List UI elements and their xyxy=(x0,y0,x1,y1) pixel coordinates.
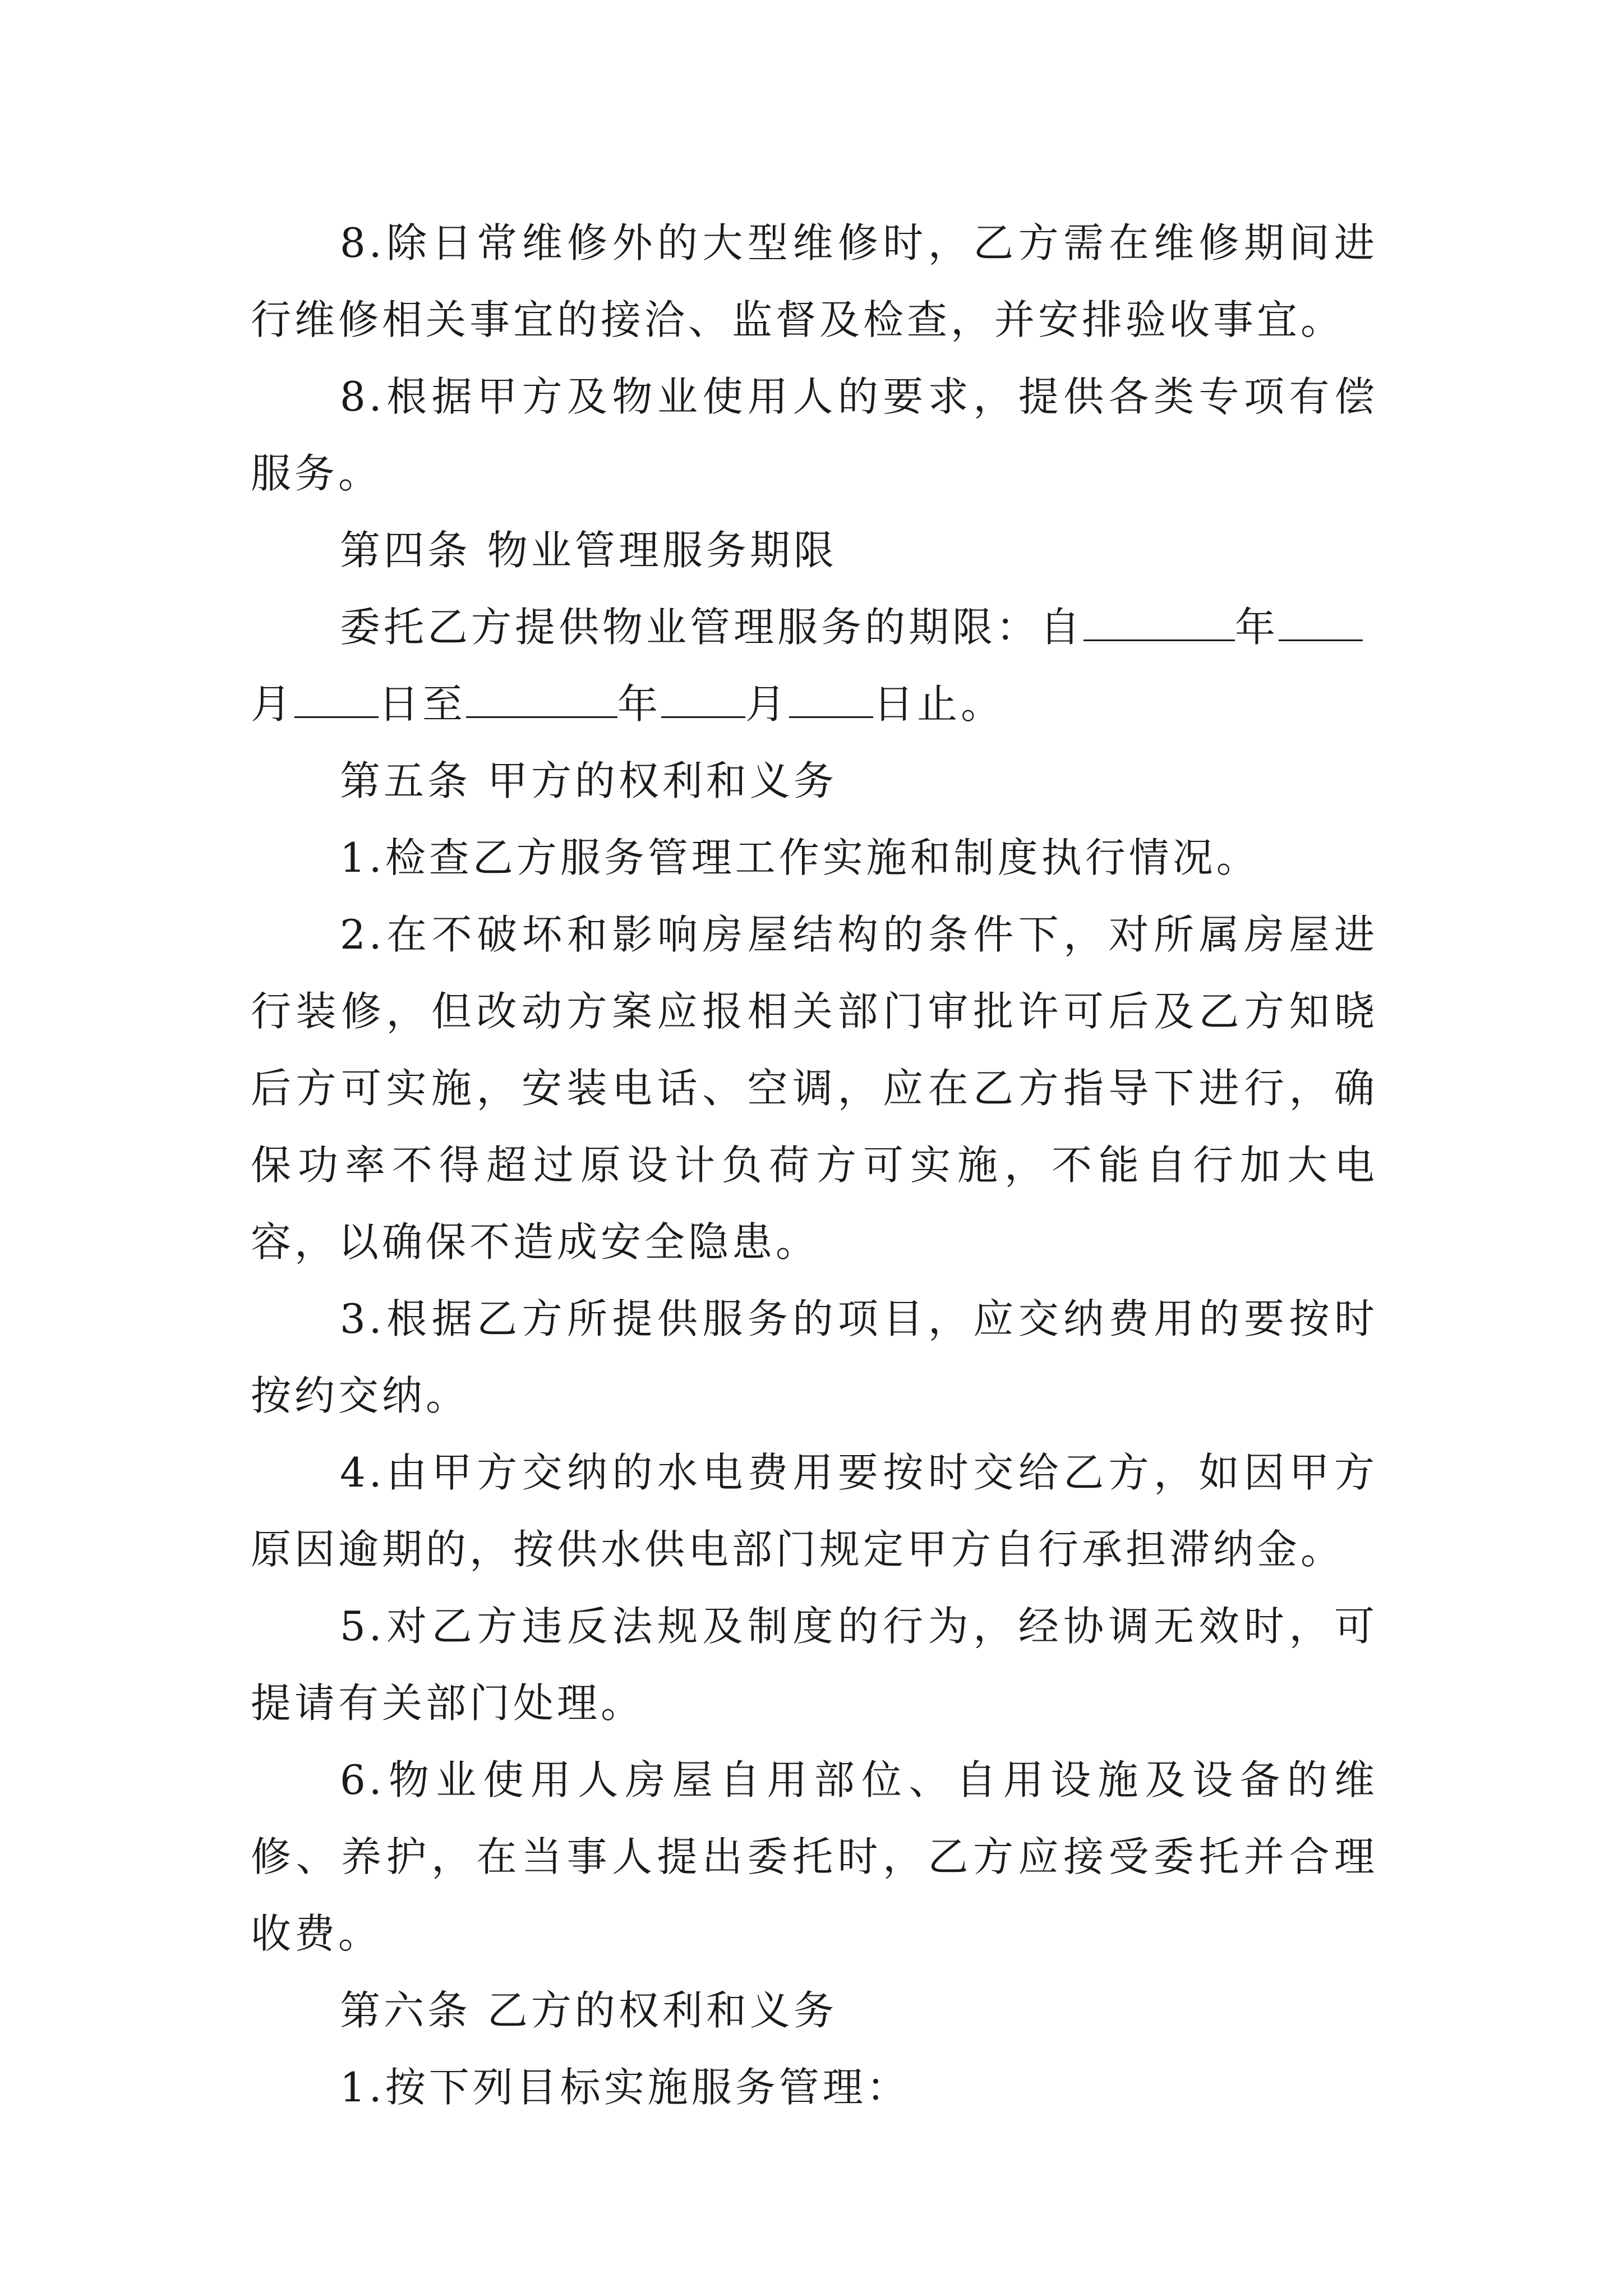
end-year-blank xyxy=(466,680,617,718)
start-day-blank xyxy=(294,680,379,718)
term-year-label: 年 xyxy=(1235,604,1279,651)
term-end-day-label: 日止。 xyxy=(873,680,1005,728)
article-5-item-3: 3.根据乙方所提供服务的项目，应交纳费用的要按时按约交纳。 xyxy=(251,1295,1378,1419)
start-year-blank xyxy=(1083,604,1235,641)
paragraph-paid-services: 8.根据甲方及物业使用人的要求，提供各类专项有偿服务。 xyxy=(251,373,1378,497)
end-day-blank xyxy=(789,680,873,718)
article-4-heading: 第四条 物业管理服务期限 xyxy=(340,527,837,574)
term-prefix: 委托乙方提供物业管理服务的期限：自 xyxy=(340,604,1084,651)
service-term-paragraph xyxy=(251,589,1378,743)
article-5-item-4: 4.由甲方交纳的水电费用要按时交给乙方，如因甲方原因逾期的，按供水供电部门规定甲方自行承担滞纳金。 xyxy=(251,1449,1378,1573)
term-end-month-label: 月 xyxy=(745,680,790,728)
article-5-heading: 第五条 甲方的权利和义务 xyxy=(340,757,837,804)
end-month-blank xyxy=(661,680,745,718)
article-5-item-1: 1.检查乙方服务管理工作实施和制度执行情况。 xyxy=(340,834,1260,881)
article-6-heading: 第六条 乙方的权利和义务 xyxy=(340,1987,837,2034)
document-body xyxy=(251,205,1378,2126)
term-end-year-label: 年 xyxy=(617,680,662,728)
paragraph-large-repair: 8.除日常维修外的大型维修时，乙方需在维修期间进行维修相关事宜的接洽、监督及检查，并安排验收事宜。 xyxy=(251,219,1378,343)
term-day-to-label: 日至 xyxy=(379,680,467,728)
term-month-label: 月 xyxy=(251,680,295,728)
article-5-item-6: 6.物业使用人房屋自用部位、自用设施及设备的维修、养护，在当事人提出委托时，乙方应接受委托并合理收费。 xyxy=(251,1756,1378,1957)
article-5-item-2: 2.在不破坏和影响房屋结构的条件下，对所属房屋进行装修，但改动方案应报相关部门审批许可后及乙方知晓后方可实施，安装电话、空调，应在乙方指导下进行，确保功率不得超过原设计负荷方可实施，不能自行加大电容，以确保不造成安全隐患。 xyxy=(251,911,1378,1266)
start-month-blank xyxy=(1279,604,1363,641)
article-6-item-1: 1.按下列目标实施服务管理： xyxy=(340,2064,910,2111)
article-5-item-5: 5.对乙方违反法规及制度的行为，经协调无效时，可提请有关部门处理。 xyxy=(251,1603,1378,1727)
